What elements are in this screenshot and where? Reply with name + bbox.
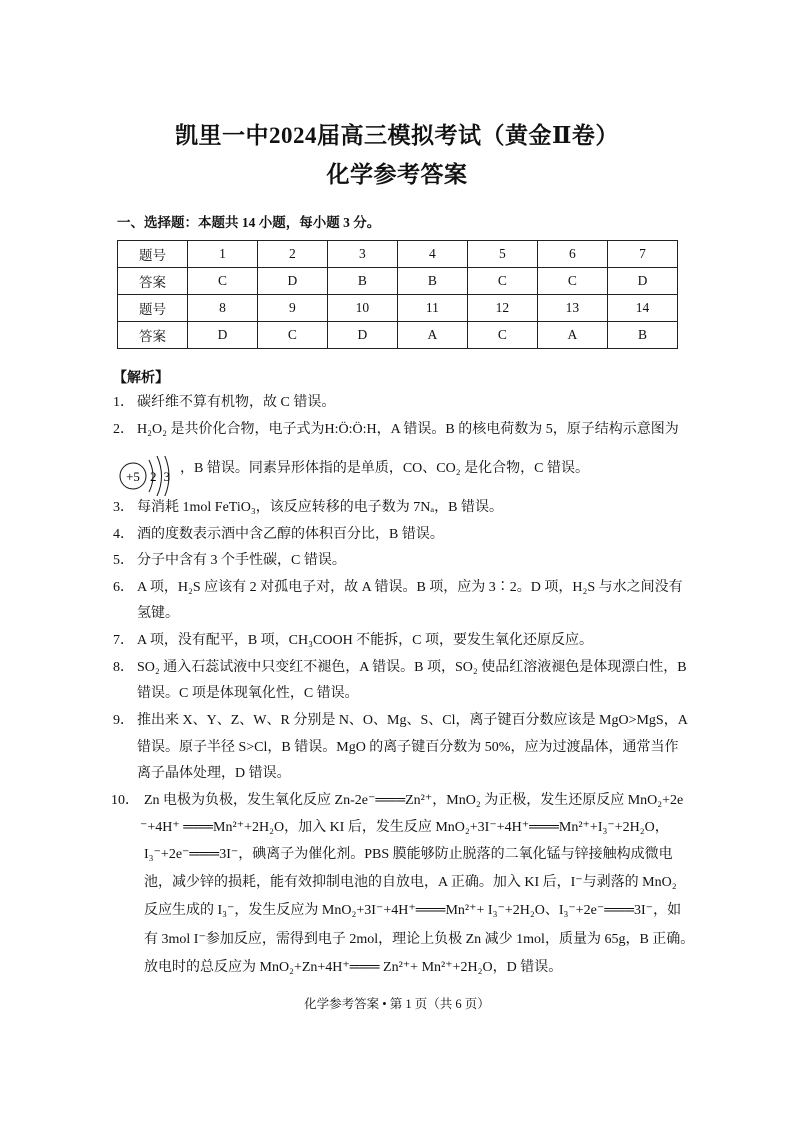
answer-cell: 5: [467, 241, 537, 268]
title-line-2: 化学参考答案: [326, 162, 468, 187]
analysis-line: ，B 错误。同素异形体指的是单质，CO、CO₂ 是化合物，C 错误。: [180, 461, 589, 476]
analysis-line: 酒的度数表示酒中含乙醇的体积百分比，B 错误。: [137, 527, 444, 542]
answer-cell: 1: [188, 241, 258, 268]
answer-cell: B: [397, 268, 467, 295]
answer-cell: A: [397, 322, 467, 349]
analysis-line: 错误。原子半径 S>Cl，B 错误。MgO 的离子键百分数为 50%，应为过渡晶体，通常当作: [137, 740, 679, 755]
answer-cell: A: [537, 322, 607, 349]
answer-cell: 4: [397, 241, 467, 268]
table-row: [118, 295, 678, 322]
item-number: 5．: [113, 553, 134, 568]
table-row: [118, 241, 678, 268]
item-number: 3．: [113, 500, 134, 515]
analysis-line: 碳纤维不算有机物，故 C 错误。: [137, 395, 336, 410]
answer-cell: 14: [607, 295, 677, 322]
item-number: 9．: [113, 713, 134, 728]
analysis-line: 分子中含有 3 个手性碳，C 错误。: [137, 553, 346, 568]
item-number: 10．: [111, 793, 139, 808]
answer-cell: 9: [257, 295, 327, 322]
title-line-1: 凯里一中2024届高三模拟考试（黄金Ⅱ卷）: [175, 123, 619, 148]
table-row: [118, 322, 678, 349]
row-header-cell: 答案: [118, 268, 188, 295]
answer-cell: 12: [467, 295, 537, 322]
analysis-line: I₃⁻+2e⁻═══3I⁻，碘离子为催化剂。PBS 膜能够防止脱落的二氧化锰与锌接触构成微电: [144, 847, 673, 862]
item-number: 6．: [113, 580, 134, 595]
analysis-line: 反应生成的 I₃⁻，发生反应为 MnO₂+3I⁻+4H⁺═══Mn²⁺+ I₃⁻+2H₂O、I₃⁻+2e⁻═══3I⁻，如: [144, 903, 682, 918]
answer-cell: C: [537, 268, 607, 295]
answer-cell: C: [467, 322, 537, 349]
item-number: 4．: [113, 527, 134, 542]
answer-cell: 2: [257, 241, 327, 268]
item-number: 2．: [113, 422, 134, 437]
answer-cell: B: [327, 268, 397, 295]
atom-nucleus: +5: [126, 469, 140, 484]
answer-table: [117, 240, 678, 349]
item-number: 8．: [113, 660, 134, 675]
item-number: 1．: [113, 395, 134, 410]
analysis-line: 氢键。: [137, 606, 179, 621]
analysis-line: A 项，没有配平，B 项，CH₃COOH 不能拆，C 项，要发生氧化还原反应。: [137, 633, 594, 648]
atom-structure-diagram: [116, 456, 266, 496]
row-header-cell: 答案: [118, 322, 188, 349]
answer-cell: 7: [607, 241, 677, 268]
table-row: [118, 268, 678, 295]
analysis-line: 有 3mol I⁻参加反应，需得到电子 2mol，理论上负极 Zn 减少 1mol，质量为 65g，B 正确。: [144, 932, 695, 947]
answer-cell: D: [257, 268, 327, 295]
answer-cell: 3: [327, 241, 397, 268]
answer-cell: B: [607, 322, 677, 349]
analysis-line: A 项，H₂S 应该有 2 对孤电子对，故 A 错误。B 项，应为 3∶2。D 项，H₂S 与水之间没有: [137, 580, 683, 595]
analysis-header: 【解析】: [113, 371, 169, 386]
analysis-line: 错误。C 项是体现氧化性，C 错误。: [137, 686, 359, 701]
answer-cell: 13: [537, 295, 607, 322]
answer-cell: D: [327, 322, 397, 349]
analysis-line: Zn 电极为负极，发生氧化反应 Zn-2e⁻═══Zn²⁺，MnO₂ 为正极，发生还原反应 MnO₂+2e: [144, 793, 684, 808]
answer-cell: 10: [327, 295, 397, 322]
analysis-line: 离子晶体处理，D 错误。: [137, 766, 291, 781]
answer-cell: C: [188, 268, 258, 295]
analysis-line: SO₂ 通入石蕊试液中只变红不褪色，A 错误。B 项，SO₂ 使品红溶液褪色是体现漂白性，B: [137, 660, 687, 675]
answer-cell: 6: [537, 241, 607, 268]
analysis-line: 放电时的总反应为 MnO₂+Zn+4H⁺═══ Zn²⁺+ Mn²⁺+2H₂O，D 错误。: [144, 960, 563, 975]
analysis-line: 每消耗 1mol FeTiO₃，该反应转移的电子数为 7Nₐ，B 错误。: [137, 500, 503, 515]
analysis-line: 推出来 X、Y、Z、W、R 分别是 N、O、Mg、S、Cl，离子键百分数应该是 MgO>MgS，A: [137, 713, 688, 728]
atom-shells: 2 3: [150, 469, 170, 484]
answer-cell: D: [607, 268, 677, 295]
answer-cell: C: [467, 268, 537, 295]
analysis-line: H₂O₂ 是共价化合物，电子式为H:Ö:Ö:H，A 错误。B 的核电荷数为 5，原子结构示意图为: [137, 422, 679, 437]
answer-cell: 8: [188, 295, 258, 322]
page-footer: 化学参考答案 • 第 1 页（共 6 页）: [304, 997, 490, 1011]
analysis-line: 池，减少锌的损耗，能有效抑制电池的自放电，A 正确。加入 KI 后，I⁻与剥落的 MnO₂: [144, 875, 677, 890]
answer-cell: 11: [397, 295, 467, 322]
analysis-line: ⁻+4H⁺ ═══Mn²⁺+2H₂O，加入 KI 后，发生反应 MnO₂+3I⁻+4H⁺═══Mn²⁺+I₃⁻+2H₂O，: [140, 820, 669, 835]
answer-cell: D: [188, 322, 258, 349]
answer-cell: C: [257, 322, 327, 349]
row-header-cell: 题号: [118, 295, 188, 322]
row-header-cell: 题号: [118, 241, 188, 268]
item-number: 7．: [113, 633, 134, 648]
section-heading: 一、选择题：本题共 14 小题，每小题 3 分。: [117, 215, 381, 230]
